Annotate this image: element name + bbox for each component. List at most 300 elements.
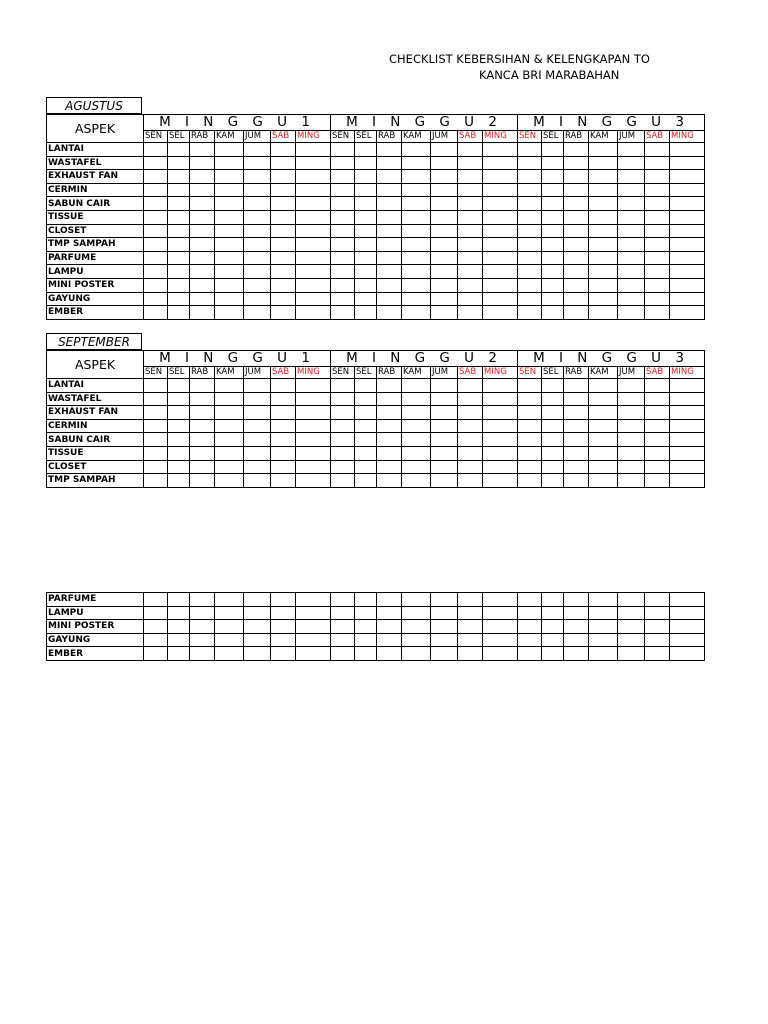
check-cell[interactable] [458,143,483,157]
check-cell[interactable] [331,292,355,306]
check-cell[interactable] [377,265,402,279]
check-cell[interactable] [244,143,271,157]
check-cell[interactable] [542,474,564,488]
check-cell[interactable] [483,143,518,157]
check-cell[interactable] [589,406,618,420]
check-cell[interactable] [296,406,331,420]
check-cell[interactable] [518,156,542,170]
check-cell[interactable] [645,620,670,634]
check-cell[interactable] [355,197,377,211]
check-cell[interactable] [355,474,377,488]
check-cell[interactable] [215,210,244,224]
check-cell[interactable] [144,143,168,157]
check-cell[interactable] [518,143,542,157]
check-cell[interactable] [271,251,296,265]
check-cell[interactable] [670,606,705,620]
check-cell[interactable] [564,251,589,265]
check-cell[interactable] [458,238,483,252]
check-cell[interactable] [377,433,402,447]
check-cell[interactable] [355,306,377,320]
check-cell[interactable] [144,446,168,460]
check-cell[interactable] [542,170,564,184]
check-cell[interactable] [458,306,483,320]
check-cell[interactable] [271,183,296,197]
check-cell[interactable] [168,224,190,238]
check-cell[interactable] [271,143,296,157]
check-cell[interactable] [645,143,670,157]
check-cell[interactable] [518,210,542,224]
check-cell[interactable] [296,606,331,620]
check-cell[interactable] [215,224,244,238]
check-cell[interactable] [296,251,331,265]
check-cell[interactable] [190,593,215,607]
check-cell[interactable] [431,156,458,170]
check-cell[interactable] [458,170,483,184]
check-cell[interactable] [190,156,215,170]
check-cell[interactable] [589,433,618,447]
check-cell[interactable] [458,251,483,265]
check-cell[interactable] [618,446,645,460]
check-cell[interactable] [402,392,431,406]
check-cell[interactable] [144,419,168,433]
check-cell[interactable] [483,292,518,306]
check-cell[interactable] [271,170,296,184]
check-cell[interactable] [144,460,168,474]
check-cell[interactable] [168,620,190,634]
check-cell[interactable] [542,633,564,647]
check-cell[interactable] [271,460,296,474]
check-cell[interactable] [518,606,542,620]
check-cell[interactable] [355,251,377,265]
check-cell[interactable] [377,306,402,320]
check-cell[interactable] [355,170,377,184]
check-cell[interactable] [542,143,564,157]
check-cell[interactable] [483,392,518,406]
check-cell[interactable] [483,406,518,420]
check-cell[interactable] [618,238,645,252]
check-cell[interactable] [564,143,589,157]
check-cell[interactable] [244,474,271,488]
check-cell[interactable] [271,419,296,433]
check-cell[interactable] [402,419,431,433]
check-cell[interactable] [458,474,483,488]
check-cell[interactable] [190,474,215,488]
check-cell[interactable] [402,265,431,279]
check-cell[interactable] [483,238,518,252]
check-cell[interactable] [670,474,705,488]
check-cell[interactable] [331,606,355,620]
check-cell[interactable] [518,265,542,279]
check-cell[interactable] [244,224,271,238]
check-cell[interactable] [168,433,190,447]
check-cell[interactable] [144,238,168,252]
check-cell[interactable] [564,170,589,184]
check-cell[interactable] [670,183,705,197]
check-cell[interactable] [483,593,518,607]
check-cell[interactable] [271,156,296,170]
check-cell[interactable] [618,392,645,406]
check-cell[interactable] [355,292,377,306]
check-cell[interactable] [483,251,518,265]
check-cell[interactable] [618,156,645,170]
check-cell[interactable] [483,183,518,197]
check-cell[interactable] [431,647,458,661]
check-cell[interactable] [377,474,402,488]
check-cell[interactable] [190,446,215,460]
check-cell[interactable] [483,446,518,460]
check-cell[interactable] [296,379,331,393]
check-cell[interactable] [244,593,271,607]
check-cell[interactable] [168,265,190,279]
check-cell[interactable] [215,446,244,460]
check-cell[interactable] [331,433,355,447]
check-cell[interactable] [542,278,564,292]
check-cell[interactable] [244,433,271,447]
check-cell[interactable] [190,251,215,265]
check-cell[interactable] [645,647,670,661]
check-cell[interactable] [244,419,271,433]
check-cell[interactable] [244,647,271,661]
check-cell[interactable] [377,379,402,393]
check-cell[interactable] [589,265,618,279]
check-cell[interactable] [589,278,618,292]
check-cell[interactable] [431,306,458,320]
check-cell[interactable] [618,419,645,433]
check-cell[interactable] [402,143,431,157]
check-cell[interactable] [296,446,331,460]
check-cell[interactable] [518,460,542,474]
check-cell[interactable] [618,251,645,265]
check-cell[interactable] [377,170,402,184]
check-cell[interactable] [483,620,518,634]
check-cell[interactable] [431,620,458,634]
check-cell[interactable] [564,224,589,238]
check-cell[interactable] [331,392,355,406]
check-cell[interactable] [483,265,518,279]
check-cell[interactable] [542,183,564,197]
check-cell[interactable] [589,392,618,406]
check-cell[interactable] [190,170,215,184]
check-cell[interactable] [244,392,271,406]
check-cell[interactable] [168,197,190,211]
check-cell[interactable] [518,183,542,197]
check-cell[interactable] [670,306,705,320]
check-cell[interactable] [618,278,645,292]
check-cell[interactable] [518,392,542,406]
check-cell[interactable] [431,210,458,224]
check-cell[interactable] [518,379,542,393]
check-cell[interactable] [377,633,402,647]
check-cell[interactable] [168,210,190,224]
check-cell[interactable] [296,460,331,474]
check-cell[interactable] [296,306,331,320]
check-cell[interactable] [215,238,244,252]
check-cell[interactable] [244,620,271,634]
check-cell[interactable] [618,620,645,634]
check-cell[interactable] [271,197,296,211]
check-cell[interactable] [168,292,190,306]
check-cell[interactable] [331,474,355,488]
check-cell[interactable] [331,183,355,197]
check-cell[interactable] [144,183,168,197]
check-cell[interactable] [518,593,542,607]
check-cell[interactable] [589,606,618,620]
check-cell[interactable] [215,633,244,647]
check-cell[interactable] [215,379,244,393]
check-cell[interactable] [377,224,402,238]
check-cell[interactable] [645,606,670,620]
check-cell[interactable] [296,633,331,647]
check-cell[interactable] [618,224,645,238]
check-cell[interactable] [168,170,190,184]
check-cell[interactable] [144,606,168,620]
check-cell[interactable] [431,446,458,460]
check-cell[interactable] [402,406,431,420]
check-cell[interactable] [564,460,589,474]
check-cell[interactable] [618,593,645,607]
check-cell[interactable] [670,210,705,224]
check-cell[interactable] [483,278,518,292]
check-cell[interactable] [402,292,431,306]
check-cell[interactable] [168,633,190,647]
check-cell[interactable] [483,419,518,433]
check-cell[interactable] [670,379,705,393]
check-cell[interactable] [483,633,518,647]
check-cell[interactable] [190,265,215,279]
check-cell[interactable] [377,606,402,620]
check-cell[interactable] [458,647,483,661]
check-cell[interactable] [215,170,244,184]
check-cell[interactable] [271,446,296,460]
check-cell[interactable] [215,406,244,420]
check-cell[interactable] [670,170,705,184]
check-cell[interactable] [331,265,355,279]
check-cell[interactable] [296,593,331,607]
check-cell[interactable] [645,251,670,265]
check-cell[interactable] [518,224,542,238]
check-cell[interactable] [377,406,402,420]
check-cell[interactable] [431,474,458,488]
check-cell[interactable] [542,446,564,460]
check-cell[interactable] [564,183,589,197]
check-cell[interactable] [168,647,190,661]
check-cell[interactable] [589,647,618,661]
check-cell[interactable] [564,265,589,279]
check-cell[interactable] [402,210,431,224]
check-cell[interactable] [458,633,483,647]
check-cell[interactable] [190,379,215,393]
check-cell[interactable] [296,647,331,661]
check-cell[interactable] [271,278,296,292]
check-cell[interactable] [645,406,670,420]
check-cell[interactable] [618,292,645,306]
check-cell[interactable] [564,647,589,661]
check-cell[interactable] [618,265,645,279]
check-cell[interactable] [645,170,670,184]
check-cell[interactable] [518,647,542,661]
check-cell[interactable] [355,647,377,661]
check-cell[interactable] [564,474,589,488]
check-cell[interactable] [618,606,645,620]
check-cell[interactable] [190,460,215,474]
check-cell[interactable] [144,210,168,224]
check-cell[interactable] [271,379,296,393]
check-cell[interactable] [244,170,271,184]
check-cell[interactable] [431,251,458,265]
check-cell[interactable] [168,460,190,474]
check-cell[interactable] [402,379,431,393]
check-cell[interactable] [215,433,244,447]
check-cell[interactable] [144,170,168,184]
check-cell[interactable] [670,392,705,406]
check-cell[interactable] [190,306,215,320]
check-cell[interactable] [296,265,331,279]
check-cell[interactable] [542,647,564,661]
check-cell[interactable] [215,306,244,320]
check-cell[interactable] [355,433,377,447]
check-cell[interactable] [645,224,670,238]
check-cell[interactable] [296,620,331,634]
check-cell[interactable] [144,593,168,607]
check-cell[interactable] [402,433,431,447]
check-cell[interactable] [355,460,377,474]
check-cell[interactable] [402,647,431,661]
check-cell[interactable] [271,392,296,406]
check-cell[interactable] [331,379,355,393]
check-cell[interactable] [670,238,705,252]
check-cell[interactable] [564,197,589,211]
check-cell[interactable] [244,251,271,265]
check-cell[interactable] [542,406,564,420]
check-cell[interactable] [645,306,670,320]
check-cell[interactable] [564,406,589,420]
check-cell[interactable] [589,593,618,607]
check-cell[interactable] [377,156,402,170]
check-cell[interactable] [542,156,564,170]
check-cell[interactable] [564,620,589,634]
check-cell[interactable] [331,170,355,184]
check-cell[interactable] [215,460,244,474]
check-cell[interactable] [645,433,670,447]
check-cell[interactable] [402,197,431,211]
check-cell[interactable] [618,406,645,420]
check-cell[interactable] [244,306,271,320]
check-cell[interactable] [564,156,589,170]
check-cell[interactable] [296,433,331,447]
check-cell[interactable] [296,474,331,488]
check-cell[interactable] [645,392,670,406]
check-cell[interactable] [431,419,458,433]
check-cell[interactable] [670,433,705,447]
check-cell[interactable] [271,306,296,320]
check-cell[interactable] [542,620,564,634]
check-cell[interactable] [331,406,355,420]
check-cell[interactable] [331,306,355,320]
check-cell[interactable] [458,197,483,211]
check-cell[interactable] [458,446,483,460]
check-cell[interactable] [355,606,377,620]
check-cell[interactable] [168,446,190,460]
check-cell[interactable] [402,170,431,184]
check-cell[interactable] [458,593,483,607]
check-cell[interactable] [564,278,589,292]
check-cell[interactable] [518,446,542,460]
check-cell[interactable] [670,446,705,460]
check-cell[interactable] [518,251,542,265]
check-cell[interactable] [190,433,215,447]
check-cell[interactable] [355,633,377,647]
check-cell[interactable] [458,265,483,279]
check-cell[interactable] [215,620,244,634]
check-cell[interactable] [645,419,670,433]
check-cell[interactable] [271,606,296,620]
check-cell[interactable] [645,156,670,170]
check-cell[interactable] [518,406,542,420]
check-cell[interactable] [542,392,564,406]
check-cell[interactable] [618,210,645,224]
check-cell[interactable] [670,265,705,279]
check-cell[interactable] [296,156,331,170]
check-cell[interactable] [190,238,215,252]
check-cell[interactable] [542,460,564,474]
check-cell[interactable] [402,183,431,197]
check-cell[interactable] [589,251,618,265]
check-cell[interactable] [564,210,589,224]
check-cell[interactable] [331,210,355,224]
check-cell[interactable] [618,143,645,157]
check-cell[interactable] [670,633,705,647]
check-cell[interactable] [402,306,431,320]
check-cell[interactable] [215,278,244,292]
check-cell[interactable] [618,460,645,474]
check-cell[interactable] [168,156,190,170]
check-cell[interactable] [645,633,670,647]
check-cell[interactable] [244,197,271,211]
check-cell[interactable] [458,224,483,238]
check-cell[interactable] [431,633,458,647]
check-cell[interactable] [483,197,518,211]
check-cell[interactable] [144,224,168,238]
check-cell[interactable] [542,379,564,393]
check-cell[interactable] [645,593,670,607]
check-cell[interactable] [589,379,618,393]
check-cell[interactable] [144,647,168,661]
check-cell[interactable] [377,620,402,634]
check-cell[interactable] [190,210,215,224]
check-cell[interactable] [458,278,483,292]
check-cell[interactable] [244,210,271,224]
check-cell[interactable] [645,446,670,460]
check-cell[interactable] [618,306,645,320]
check-cell[interactable] [144,620,168,634]
check-cell[interactable] [645,210,670,224]
check-cell[interactable] [431,292,458,306]
check-cell[interactable] [618,183,645,197]
check-cell[interactable] [518,238,542,252]
check-cell[interactable] [377,183,402,197]
check-cell[interactable] [670,406,705,420]
check-cell[interactable] [564,292,589,306]
check-cell[interactable] [483,170,518,184]
check-cell[interactable] [431,379,458,393]
check-cell[interactable] [458,419,483,433]
check-cell[interactable] [645,474,670,488]
check-cell[interactable] [402,278,431,292]
check-cell[interactable] [355,238,377,252]
check-cell[interactable] [355,446,377,460]
check-cell[interactable] [431,238,458,252]
check-cell[interactable] [518,620,542,634]
